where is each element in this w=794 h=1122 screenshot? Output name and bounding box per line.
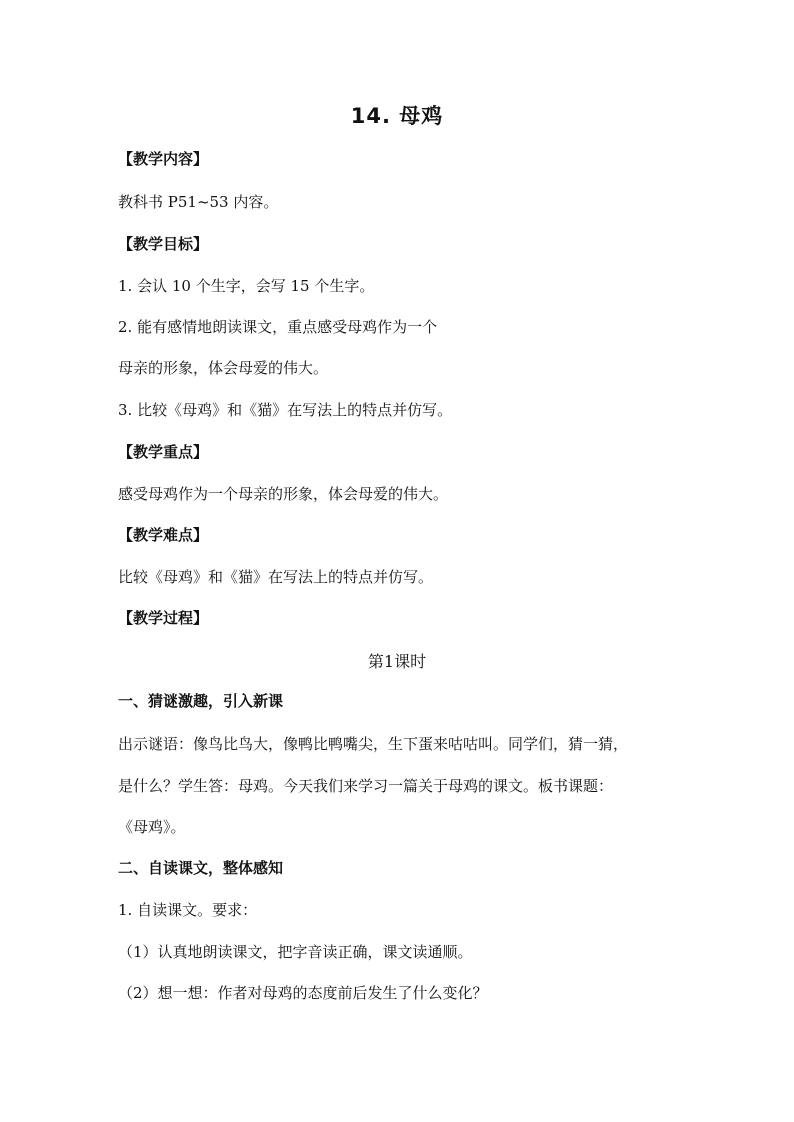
goal-item-2-line-2: 母亲的形象，体会母爱的伟大。 xyxy=(118,359,329,377)
difficulty-text: 比较《母鸡》和《猫》在写法上的特点并仿写。 xyxy=(118,568,434,586)
part-2-subitem-2: （2）想一想：作者对母鸡的态度前后发生了什么变化？ xyxy=(118,984,488,1002)
lesson-label: 第1课时 xyxy=(367,652,427,671)
goal-item-1: 1. 会认 10 个生字，会写 15 个生字。 xyxy=(118,277,375,295)
content-text: 教科书 P51~53 内容。 xyxy=(118,193,279,211)
section-heading-goals: 【教学目标】 xyxy=(118,235,209,253)
part-1-line-1: 出示谜语：像鸟比鸟大，像鸭比鸭嘴尖，生下蛋来咕咕叫。同学们，猜一猜， xyxy=(118,735,629,753)
goal-item-3: 3. 比较《母鸡》和《猫》在写法上的特点并仿写。 xyxy=(118,401,453,419)
section-heading-process: 【教学过程】 xyxy=(118,609,209,627)
part-1-heading: 一、猜谜激趣，引入新课 xyxy=(118,692,284,710)
part-2-item-1: 1. 自读课文。要求： xyxy=(118,901,258,919)
part-2-subitem-1: （1）认真地朗读课文，把字音读正确，课文读通顺。 xyxy=(118,943,473,961)
section-heading-difficulty: 【教学难点】 xyxy=(118,526,209,544)
part-2-heading: 二、自读课文，整体感知 xyxy=(118,859,284,877)
page-title: 14. 母鸡 xyxy=(350,104,444,128)
part-1-line-3: 《母鸡》。 xyxy=(118,818,186,836)
section-heading-key: 【教学重点】 xyxy=(118,443,209,461)
key-text: 感受母鸡作为一个母亲的形象，体会母爱的伟大。 xyxy=(118,485,449,503)
part-1-line-2: 是什么？学生答：母鸡。今天我们来学习一篇关于母鸡的课文。板书课题： xyxy=(118,777,614,795)
goal-item-2-line-1: 2. 能有感情地朗读课文，重点感受母鸡作为一个 xyxy=(118,318,438,336)
section-heading-content: 【教学内容】 xyxy=(118,150,209,168)
